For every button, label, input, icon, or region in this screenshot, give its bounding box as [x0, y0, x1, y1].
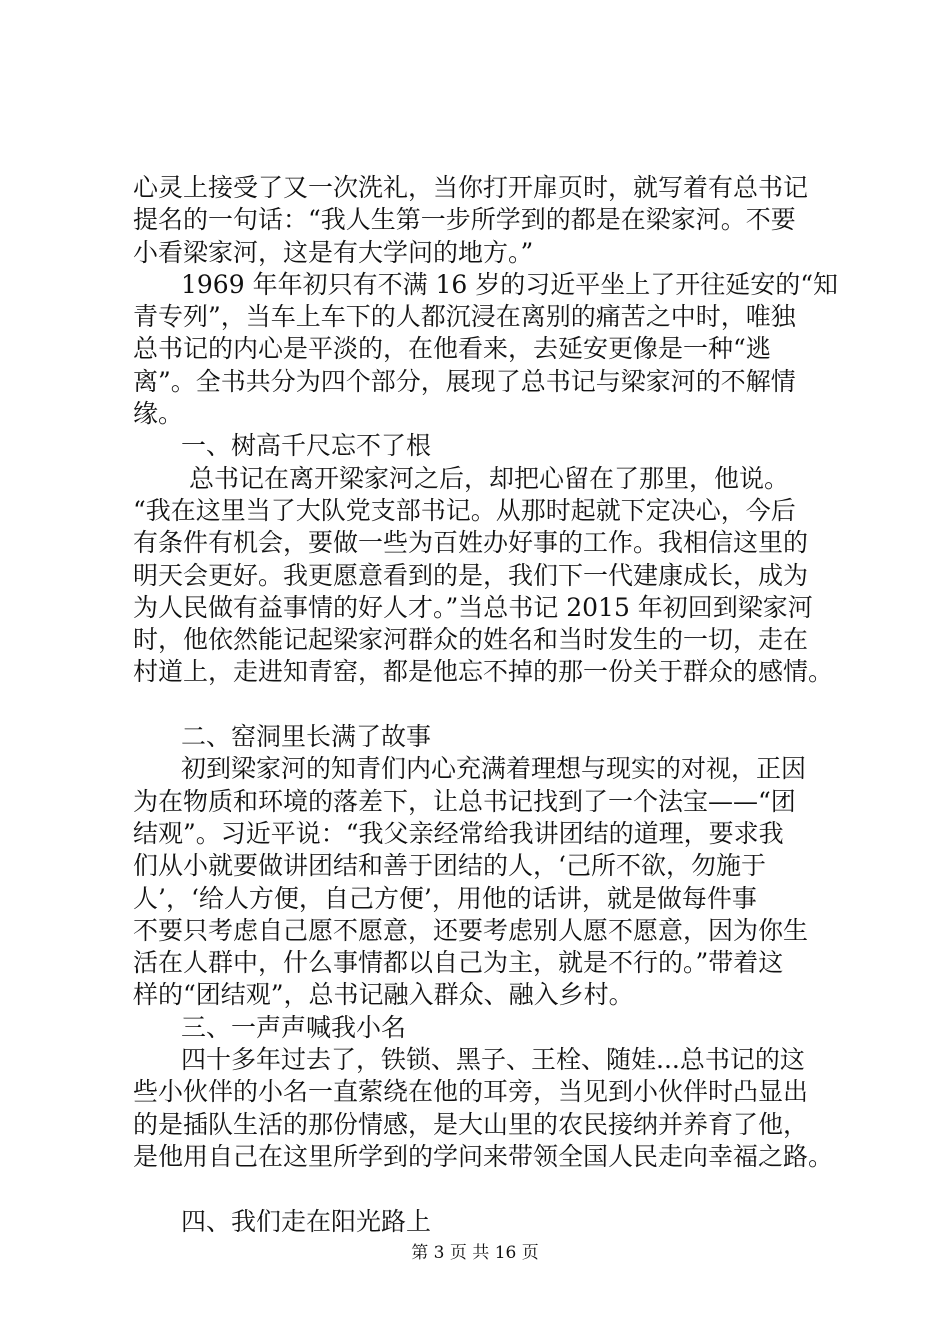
section-heading-3: 三、一声声喊我小名 [181, 1012, 407, 1042]
text-line: 结观”。习近平说：“我父亲经常给我讲团结的道理，要求我 [133, 818, 784, 848]
text-line: 们从小就要做讲团结和善于团结的人，‘己所不欲，勿施于 [133, 851, 766, 881]
paragraph-gap [133, 1173, 833, 1205]
section-heading-1: 一、树高千尺忘不了根 [181, 431, 432, 461]
text-line: 初到梁家河的知青们内心充满着理想与现实的对视，正因 [181, 754, 807, 784]
paragraph-gap [133, 689, 833, 721]
text-line: 为在物质和环境的落差下，让总书记找到了一个法宝——“团 [133, 786, 796, 816]
text-line: 总书记的内心是平淡的，在他看来，去延安更像是一种“逃 [133, 334, 771, 364]
text-line: 的是插队生活的那份情感，是大山里的农民接纳并养育了他， [133, 1109, 809, 1139]
text-line: 不要只考虑自己愿不愿意，还要考虑别人愿不愿意，因为你生 [133, 915, 809, 945]
text-line: 离”。全书共分为四个部分，展现了总书记与梁家河的不解情 [133, 366, 796, 396]
text-line: 活在人群中，什么事情都以自己为主，就是不行的。”带着这 [133, 948, 784, 978]
text-line: 四十多年过去了，铁锁、黑子、王栓、随娃...总书记的这 [181, 1045, 805, 1075]
text-line: 为人民做有益事情的好人才。”当总书记 2015 年初回到梁家河 [133, 592, 813, 622]
page-footer: 第 3 页 共 16 页 [411, 1243, 539, 1263]
text-line: 提名的一句话：“我人生第一步所学到的都是在梁家河。不要 [133, 205, 796, 235]
text-line: 人’，‘给人方便，自己方便’，用他的话讲，就是做每件事 [133, 883, 757, 913]
text-line: 青专列”，当车上车下的人都沉浸在离别的痛苦之中时，唯独 [133, 302, 796, 332]
text-line: 明天会更好。我更愿意看到的是，我们下一代建康成长，成为 [133, 560, 809, 590]
section-heading-4: 四、我们走在阳光路上 [181, 1206, 432, 1236]
text-line: 样的“团结观”，总书记融入群众、融入乡村。 [133, 980, 634, 1010]
text-line: 时，他依然能记起梁家河群众的姓名和当时发生的一切，走在 [133, 625, 809, 655]
text-line: 心灵上接受了又一次洗礼，当你打开扉页时，就写着有总书记 [133, 173, 809, 202]
text-line: 小看梁家河，这是有大学问的地方。” [133, 237, 534, 267]
text-line: 是他用自己在这里所学到的学问来带领全国人民走向幸福之路。 [133, 1141, 834, 1171]
section-heading-2: 二、窑洞里长满了故事 [181, 722, 432, 752]
text-line: 村道上，走进知青窑，都是他忘不掉的那一份关于群众的感情。 [133, 657, 834, 687]
body-text [133, 172, 839, 1238]
text-line: 总书记在离开梁家河之后，却把心留在了那里，他说。 [189, 463, 790, 493]
text-line: “我在这里当了大队党支部书记。从那时起就下定决心，今后 [133, 495, 796, 525]
text-line: 些小伙伴的小名一直萦绕在他的耳旁，当见到小伙伴时凸显出 [133, 1077, 809, 1107]
text-line: 1969 年年初只有不满 16 岁的习近平坐上了开往延安的“知 [181, 269, 839, 299]
text-line: 缘。 [133, 399, 184, 429]
text-line: 有条件有机会，要做一些为百姓办好事的工作。我相信这里的 [133, 528, 809, 558]
